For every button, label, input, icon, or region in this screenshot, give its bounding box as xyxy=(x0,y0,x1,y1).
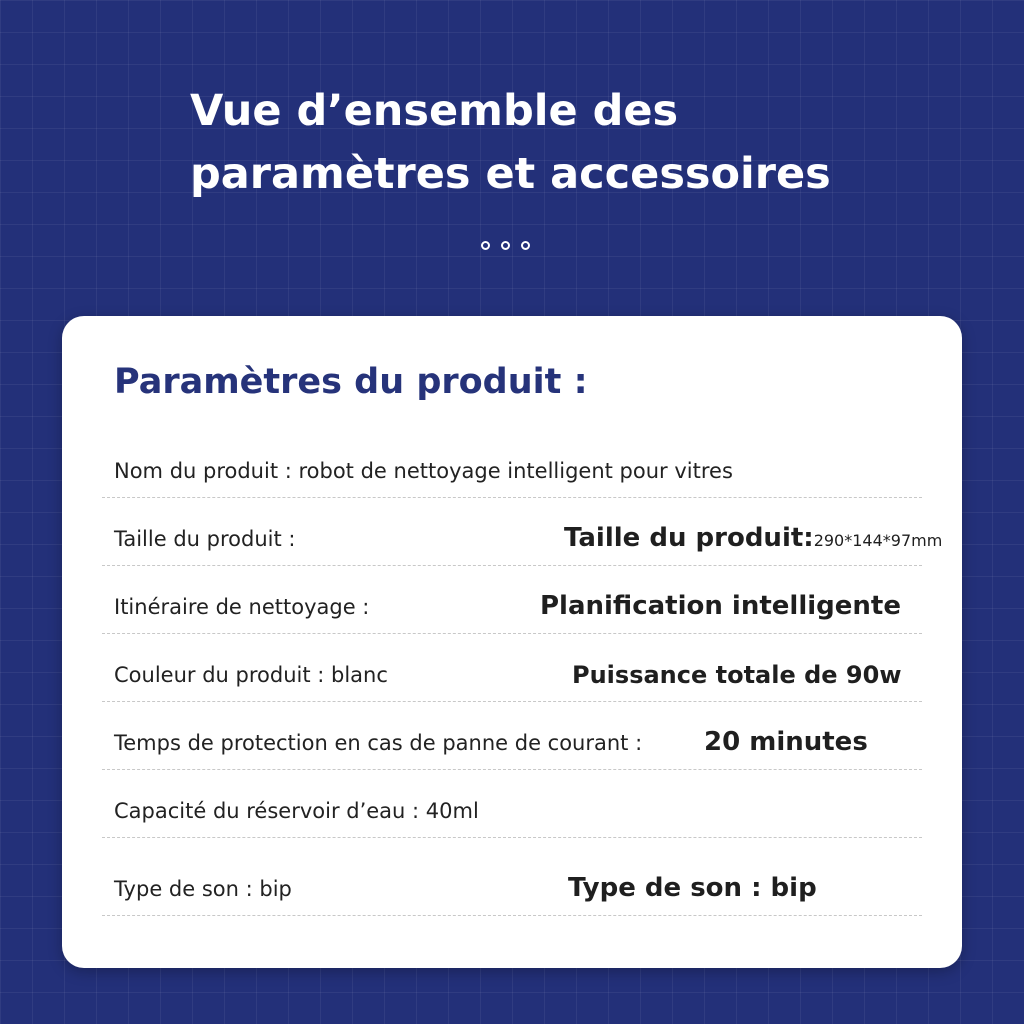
param-value-dimensions: 290*144*97mm xyxy=(813,531,943,550)
param-row-sound-type xyxy=(102,848,922,916)
param-label: Nom du produit : robot de nettoyage intelligent pour vitres xyxy=(114,459,733,483)
circle-icon xyxy=(501,241,510,250)
param-row-color-power xyxy=(102,634,922,702)
page-title-line-1: Vue d’ensemble des xyxy=(190,86,679,136)
param-value-main: Taille du produit: xyxy=(564,523,814,553)
card-title: Paramètres du produit : xyxy=(114,362,588,402)
param-label: Couleur du produit : blanc xyxy=(114,663,388,687)
circle-icon xyxy=(481,241,490,250)
param-value: Puissance totale de 90w xyxy=(572,661,902,689)
param-label: Capacité du réservoir d’eau : 40ml xyxy=(114,799,479,823)
param-value: Planification intelligente xyxy=(540,591,901,621)
page-title-line-2: paramètres et accessoires xyxy=(190,149,831,199)
param-row-cleaning-route xyxy=(102,566,922,634)
page-title xyxy=(190,80,970,206)
param-row-water-tank xyxy=(102,770,922,838)
param-value: Type de son : bip xyxy=(568,873,817,903)
param-value xyxy=(564,523,942,553)
param-label: Itinéraire de nettoyage : xyxy=(114,595,370,619)
decorative-dots xyxy=(481,241,530,250)
param-label: Temps de protection en cas de panne de courant : xyxy=(114,731,643,755)
param-row-product-size xyxy=(102,498,943,566)
parameters-card xyxy=(62,316,962,968)
param-label: Type de son : bip xyxy=(114,877,292,901)
param-row-power-failure-protection xyxy=(102,702,922,770)
param-label: Taille du produit : xyxy=(114,527,296,551)
param-value: 20 minutes xyxy=(704,727,868,757)
circle-icon xyxy=(521,241,530,250)
param-row-product-name xyxy=(102,430,922,498)
